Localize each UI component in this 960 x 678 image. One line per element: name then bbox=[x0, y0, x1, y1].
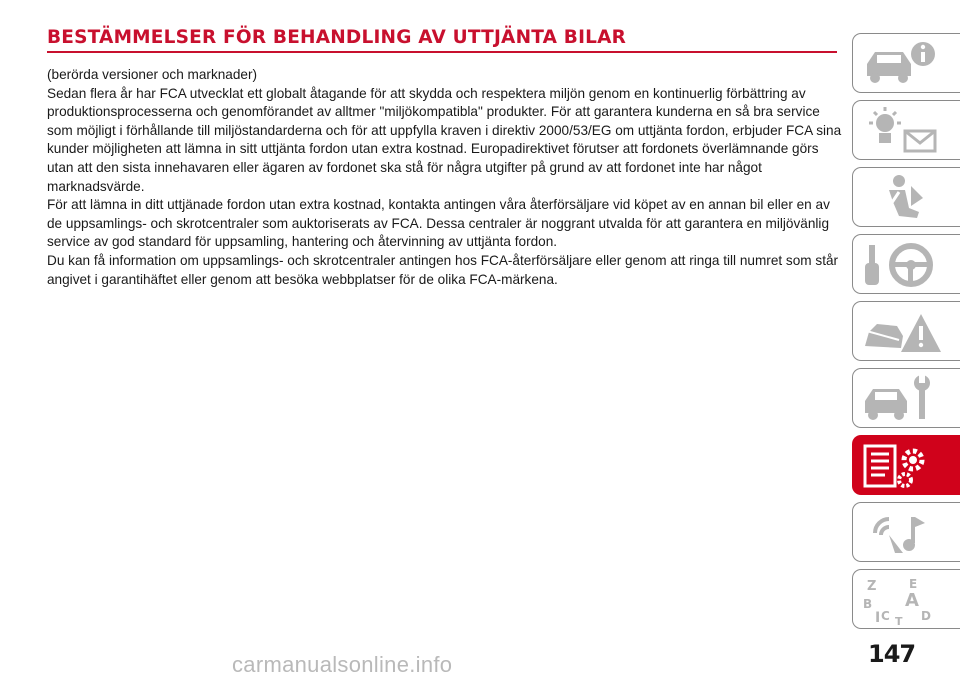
index-letter-a: A bbox=[905, 590, 919, 611]
chapter-sidebar bbox=[852, 33, 960, 633]
watermark: carmanualsonline.info bbox=[232, 652, 453, 677]
accident-warning-icon bbox=[859, 306, 949, 358]
paragraph-scope: (berörda versioner och marknader) bbox=[47, 67, 258, 82]
index-letter-e: E bbox=[909, 577, 918, 591]
index-letter-b: B bbox=[863, 597, 873, 611]
car-info-icon bbox=[859, 38, 949, 90]
car-maintenance-icon bbox=[859, 373, 949, 425]
paragraph-return: För att lämna in ditt uttjänade fordon utan extra kostnad, kontakta antingen våra återförsäljare vid köpet av en annan bil eller en av de uppsamlings- och skrotcentraler som auktoriserats av FCA. Dessa centraler är noggrant utvalda för att garantera en miljövänlig service av god standard för uppsamling, hantering och återvinning av uttjänta fordon. bbox=[47, 197, 830, 250]
chapter-tab-warning-lights[interactable] bbox=[852, 100, 960, 160]
specs-gears-icon bbox=[859, 440, 949, 492]
index-letter-t: T bbox=[895, 615, 903, 626]
chapter-tab-starting-driving[interactable] bbox=[852, 234, 960, 294]
chapter-tab-technical-specifications[interactable] bbox=[852, 435, 960, 495]
page-title: BESTÄMMELSER FÖR BEHANDLING AV UTTJÄNTA BILAR bbox=[47, 27, 837, 53]
body-text bbox=[47, 66, 847, 289]
page-number: 147 bbox=[868, 640, 916, 668]
chapter-tab-multimedia[interactable] bbox=[852, 502, 960, 562]
alphabetical-index-icon bbox=[859, 574, 949, 626]
chapter-tab-emergency[interactable] bbox=[852, 301, 960, 361]
chapter-tab-knowing-the-car[interactable] bbox=[852, 33, 960, 93]
warning-lights-message-icon bbox=[859, 105, 949, 157]
seat-airbag-icon bbox=[859, 172, 949, 224]
index-letter-d: D bbox=[921, 609, 931, 623]
index-letter-i: I bbox=[875, 610, 881, 626]
chapter-tab-index[interactable] bbox=[852, 569, 960, 629]
paragraph-intro: Sedan flera år har FCA utvecklat ett globalt åtagande för att skydda och respektera miljön genom en kontinuerlig förbättring av produktionsprocesserna och genomförandet av alltmer "miljökompatibla" produkter. För att garantera kunderna en så bra service som möjligt i förhållande till miljöstandarderna och för att uppfylla kraven i direktiv 2000/53/EG om uttjänta fordon, erbjuder FCA sina kunder möjligheten att lämna in sitt uttjänta fordon utan extra kostnad. Europadirektivet förutser att fordonets överlämnande görs utan att den sista innehavaren eller ägaren av fordonet ska stå för några utgifter på grund av att fordonet inte har något marknadsvärde. bbox=[47, 85, 842, 194]
chapter-tab-safety[interactable] bbox=[852, 167, 960, 227]
chapter-tab-maintenance[interactable] bbox=[852, 368, 960, 428]
index-letter-z: Z bbox=[867, 579, 877, 594]
multimedia-icon bbox=[859, 507, 949, 559]
key-steering-wheel-icon bbox=[859, 239, 949, 291]
paragraph-information: Du kan få information om uppsamlings- och skrotcentraler antingen hos FCA-återförsäljare eller genom att ringa till numret som står angivet i garantihäftet eller genom att besöka webbplatser för de olika FCA-märkena. bbox=[47, 252, 839, 287]
index-letter-c: C bbox=[881, 609, 890, 623]
